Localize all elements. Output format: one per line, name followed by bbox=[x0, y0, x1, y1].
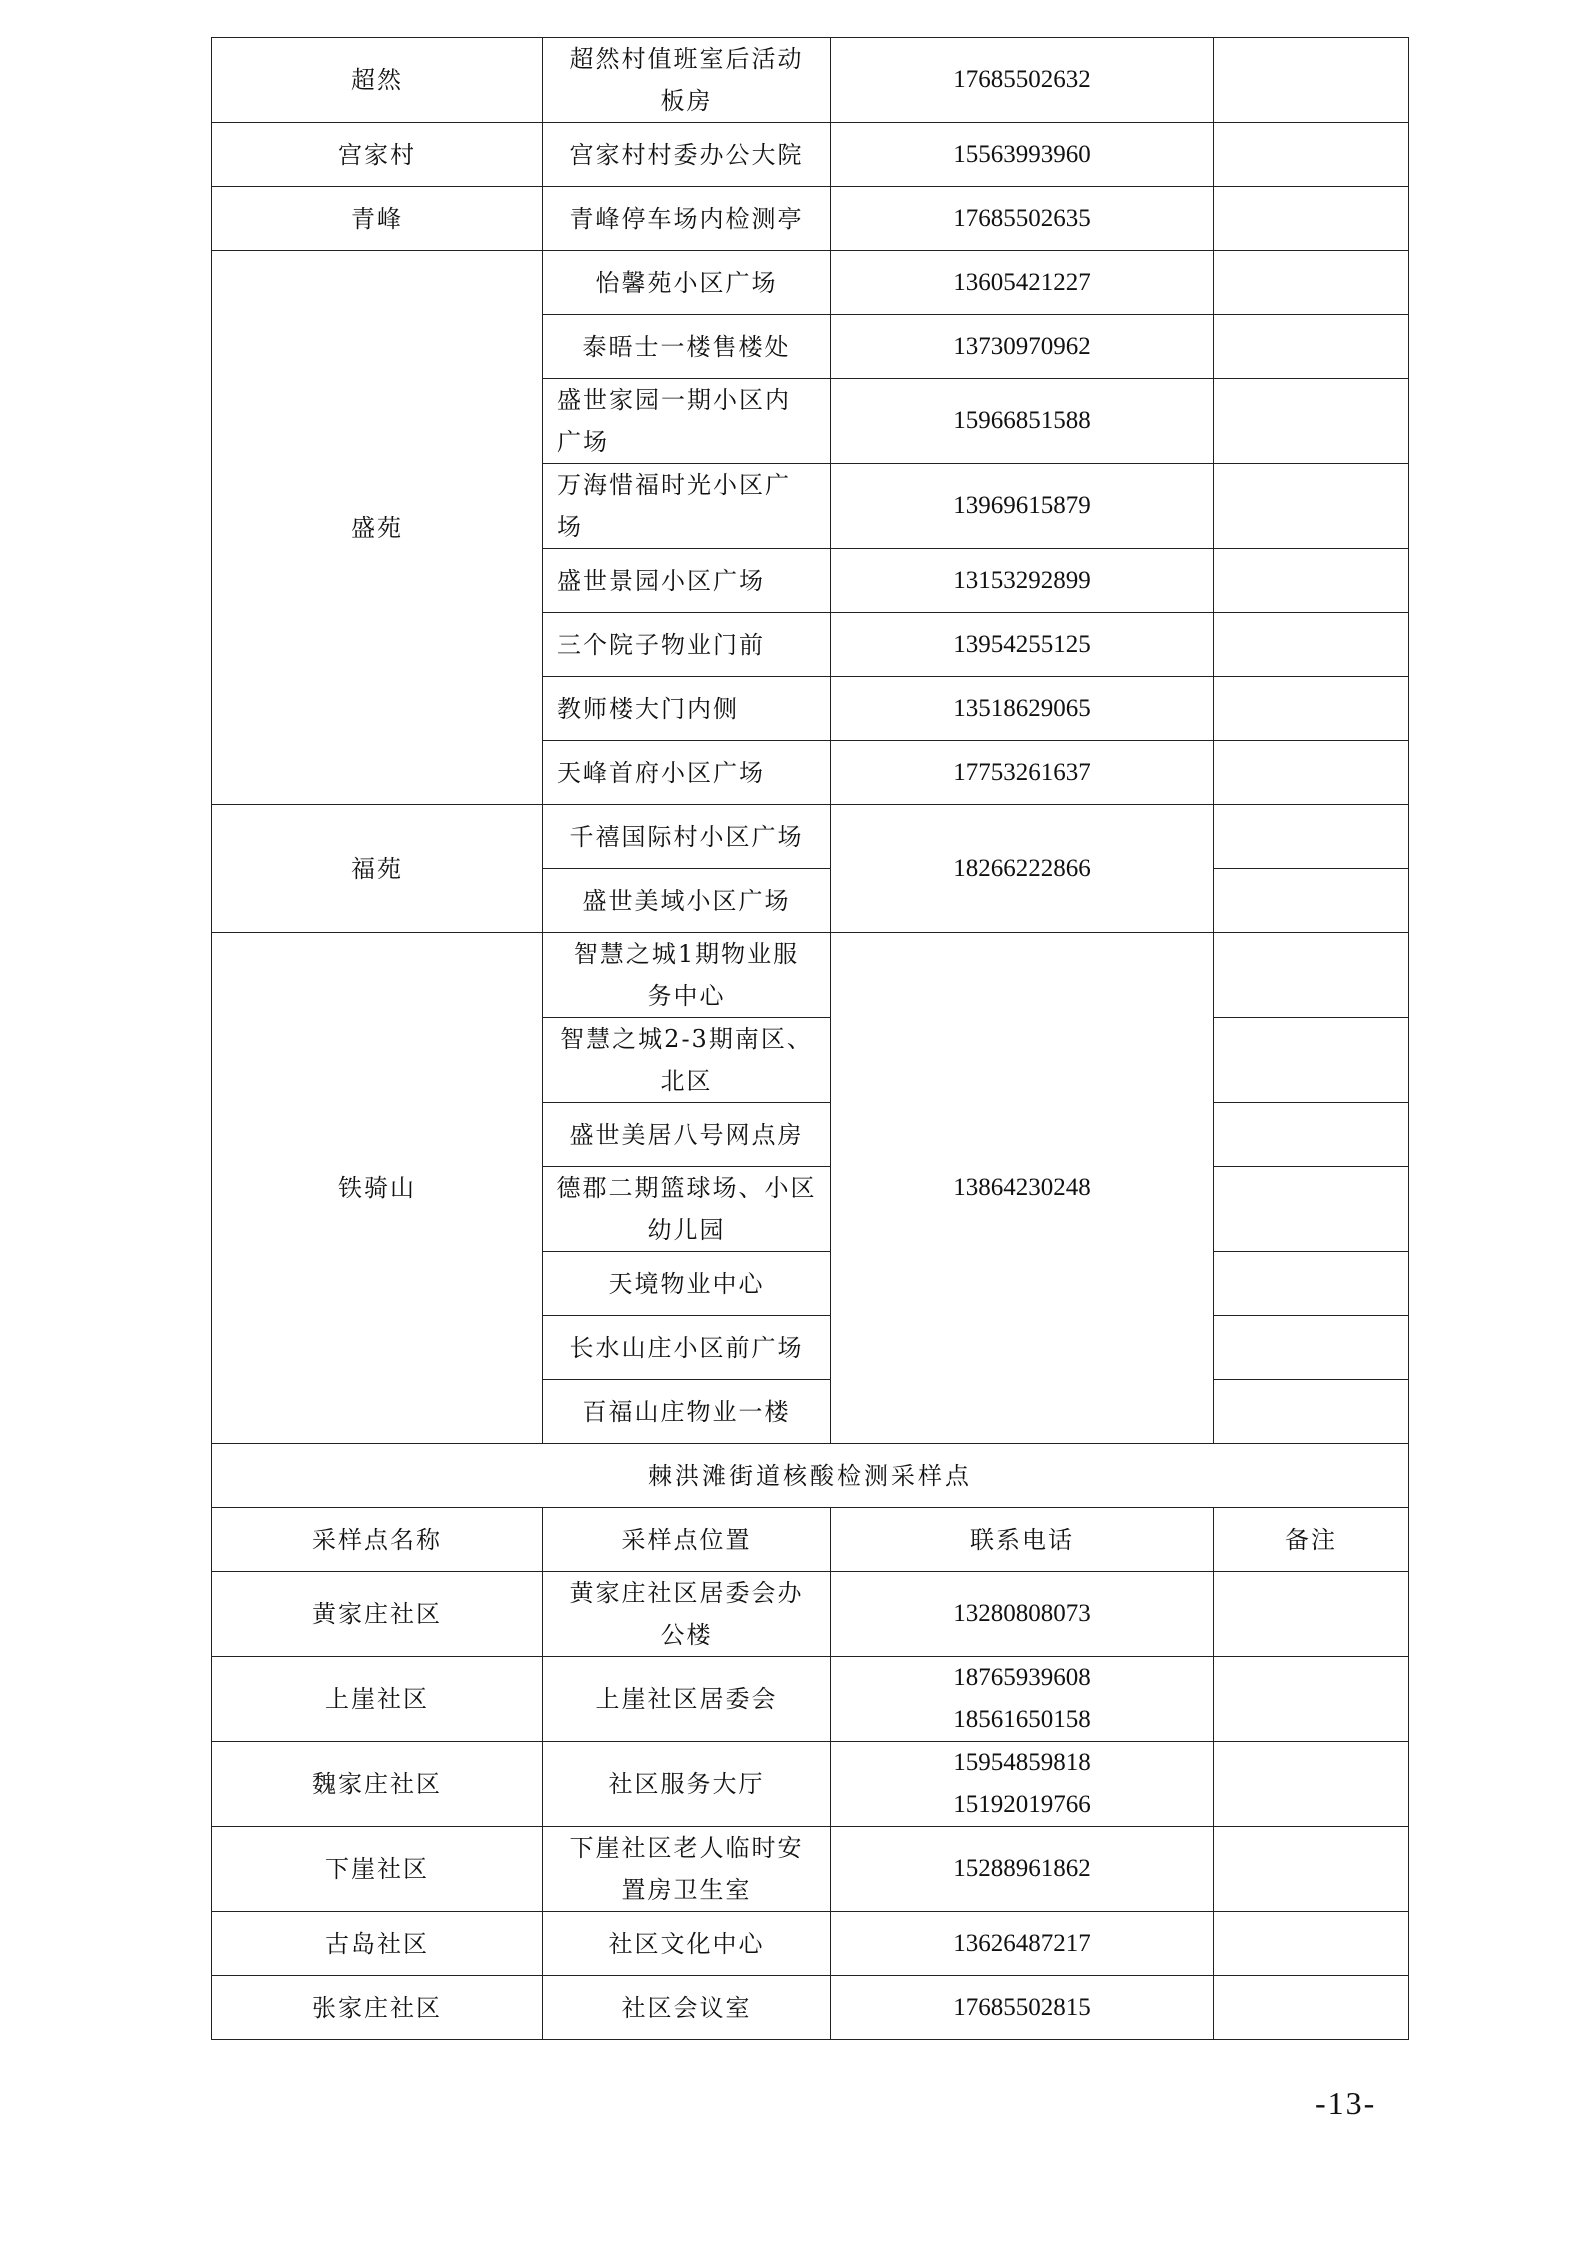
site-note bbox=[1214, 1252, 1409, 1316]
site-note bbox=[1214, 677, 1409, 741]
page-number: -13- bbox=[1315, 2085, 1377, 2121]
site-note bbox=[1214, 869, 1409, 933]
site-note bbox=[1214, 613, 1409, 677]
site-name: 上崖社区 bbox=[212, 1657, 543, 1742]
table-row bbox=[212, 1572, 1409, 1657]
section-title: 棘洪滩街道核酸检测采样点 bbox=[212, 1444, 1409, 1508]
site-phone: 13969615879 bbox=[831, 464, 1214, 549]
site-note bbox=[1214, 187, 1409, 251]
site-note bbox=[1214, 1657, 1409, 1742]
site-phone: 17685502815 bbox=[831, 1976, 1214, 2040]
site-name: 青峰 bbox=[212, 187, 543, 251]
site-phone: 18266222866 bbox=[831, 805, 1214, 933]
site-location: 盛世美居八号网点房 bbox=[543, 1103, 831, 1167]
site-phone: 15563993960 bbox=[831, 123, 1214, 187]
table-header-row bbox=[212, 1508, 1409, 1572]
site-phone: 17685502635 bbox=[831, 187, 1214, 251]
site-location: 千禧国际村小区广场 bbox=[543, 805, 831, 869]
header-note: 备注 bbox=[1214, 1508, 1409, 1572]
group-name-tieqishan: 铁骑山 bbox=[212, 933, 543, 1444]
table-row bbox=[212, 933, 1409, 1018]
site-note bbox=[1214, 1742, 1409, 1827]
table-row bbox=[212, 805, 1409, 869]
site-name: 古岛社区 bbox=[212, 1912, 543, 1976]
site-note bbox=[1214, 1018, 1409, 1103]
site-phone: 17685502632 bbox=[831, 38, 1214, 123]
site-note bbox=[1214, 1572, 1409, 1657]
site-note bbox=[1214, 1827, 1409, 1912]
site-location: 百福山庄物业一楼 bbox=[543, 1380, 831, 1444]
site-location: 智慧之城1期物业服 务中心 bbox=[543, 933, 831, 1018]
group-name-fuyuan: 福苑 bbox=[212, 805, 543, 933]
header-phone: 联系电话 bbox=[831, 1508, 1214, 1572]
site-location: 长水山庄小区前广场 bbox=[543, 1316, 831, 1380]
site-phone: 15954859818 15192019766 bbox=[831, 1742, 1214, 1827]
sampling-sites-table bbox=[211, 37, 1409, 2040]
site-location: 宫家村村委办公大院 bbox=[543, 123, 831, 187]
site-note bbox=[1214, 464, 1409, 549]
site-location: 社区会议室 bbox=[543, 1976, 831, 2040]
site-note bbox=[1214, 1380, 1409, 1444]
site-location: 上崖社区居委会 bbox=[543, 1657, 831, 1742]
site-note bbox=[1214, 315, 1409, 379]
site-location: 德郡二期篮球场、小区 幼儿园 bbox=[543, 1167, 831, 1252]
site-location: 盛世景园小区广场 bbox=[543, 549, 831, 613]
table-row bbox=[212, 1912, 1409, 1976]
header-location: 采样点位置 bbox=[543, 1508, 831, 1572]
site-phone: 13954255125 bbox=[831, 613, 1214, 677]
site-location: 三个院子物业门前 bbox=[543, 613, 831, 677]
site-note bbox=[1214, 1976, 1409, 2040]
site-phone: 18765939608 18561650158 bbox=[831, 1657, 1214, 1742]
site-location: 泰晤士一楼售楼处 bbox=[543, 315, 831, 379]
site-name: 下崖社区 bbox=[212, 1827, 543, 1912]
site-location: 下崖社区老人临时安 置房卫生室 bbox=[543, 1827, 831, 1912]
table-row bbox=[212, 38, 1409, 123]
site-phone: 17753261637 bbox=[831, 741, 1214, 805]
site-phone: 13626487217 bbox=[831, 1912, 1214, 1976]
site-note bbox=[1214, 741, 1409, 805]
table-row bbox=[212, 187, 1409, 251]
site-location: 社区服务大厅 bbox=[543, 1742, 831, 1827]
site-phone: 15966851588 bbox=[831, 379, 1214, 464]
site-note bbox=[1214, 805, 1409, 869]
site-note bbox=[1214, 1316, 1409, 1380]
site-note bbox=[1214, 1167, 1409, 1252]
site-location: 社区文化中心 bbox=[543, 1912, 831, 1976]
site-phone: 13864230248 bbox=[831, 933, 1214, 1444]
site-location: 天境物业中心 bbox=[543, 1252, 831, 1316]
site-location: 天峰首府小区广场 bbox=[543, 741, 831, 805]
site-location: 教师楼大门内侧 bbox=[543, 677, 831, 741]
site-note bbox=[1214, 1103, 1409, 1167]
site-note bbox=[1214, 379, 1409, 464]
site-name: 魏家庄社区 bbox=[212, 1742, 543, 1827]
table-row bbox=[212, 1657, 1409, 1742]
site-note bbox=[1214, 251, 1409, 315]
site-note bbox=[1214, 123, 1409, 187]
site-location: 盛世家园一期小区内 广场 bbox=[543, 379, 831, 464]
site-location: 盛世美域小区广场 bbox=[543, 869, 831, 933]
site-note bbox=[1214, 933, 1409, 1018]
site-name: 黄家庄社区 bbox=[212, 1572, 543, 1657]
site-location: 万海惜福时光小区广 场 bbox=[543, 464, 831, 549]
site-note bbox=[1214, 38, 1409, 123]
site-location: 智慧之城2-3期南区、 北区 bbox=[543, 1018, 831, 1103]
site-name: 宫家村 bbox=[212, 123, 543, 187]
site-note bbox=[1214, 1912, 1409, 1976]
site-name: 超然 bbox=[212, 38, 543, 123]
site-phone: 13730970962 bbox=[831, 315, 1214, 379]
site-phone: 13605421227 bbox=[831, 251, 1214, 315]
header-name: 采样点名称 bbox=[212, 1508, 543, 1572]
group-name-shengyuan: 盛苑 bbox=[212, 251, 543, 805]
site-location: 怡馨苑小区广场 bbox=[543, 251, 831, 315]
table-row bbox=[212, 251, 1409, 315]
site-name: 张家庄社区 bbox=[212, 1976, 543, 2040]
table-row bbox=[212, 1827, 1409, 1912]
site-phone: 13153292899 bbox=[831, 549, 1214, 613]
table-row bbox=[212, 1976, 1409, 2040]
table-row bbox=[212, 1742, 1409, 1827]
section-title-row bbox=[212, 1444, 1409, 1508]
site-note bbox=[1214, 549, 1409, 613]
table-row bbox=[212, 123, 1409, 187]
site-location: 超然村值班室后活动 板房 bbox=[543, 38, 831, 123]
site-phone: 13518629065 bbox=[831, 677, 1214, 741]
site-location: 青峰停车场内检测亭 bbox=[543, 187, 831, 251]
site-phone: 15288961862 bbox=[831, 1827, 1214, 1912]
site-location: 黄家庄社区居委会办 公楼 bbox=[543, 1572, 831, 1657]
site-phone: 13280808073 bbox=[831, 1572, 1214, 1657]
